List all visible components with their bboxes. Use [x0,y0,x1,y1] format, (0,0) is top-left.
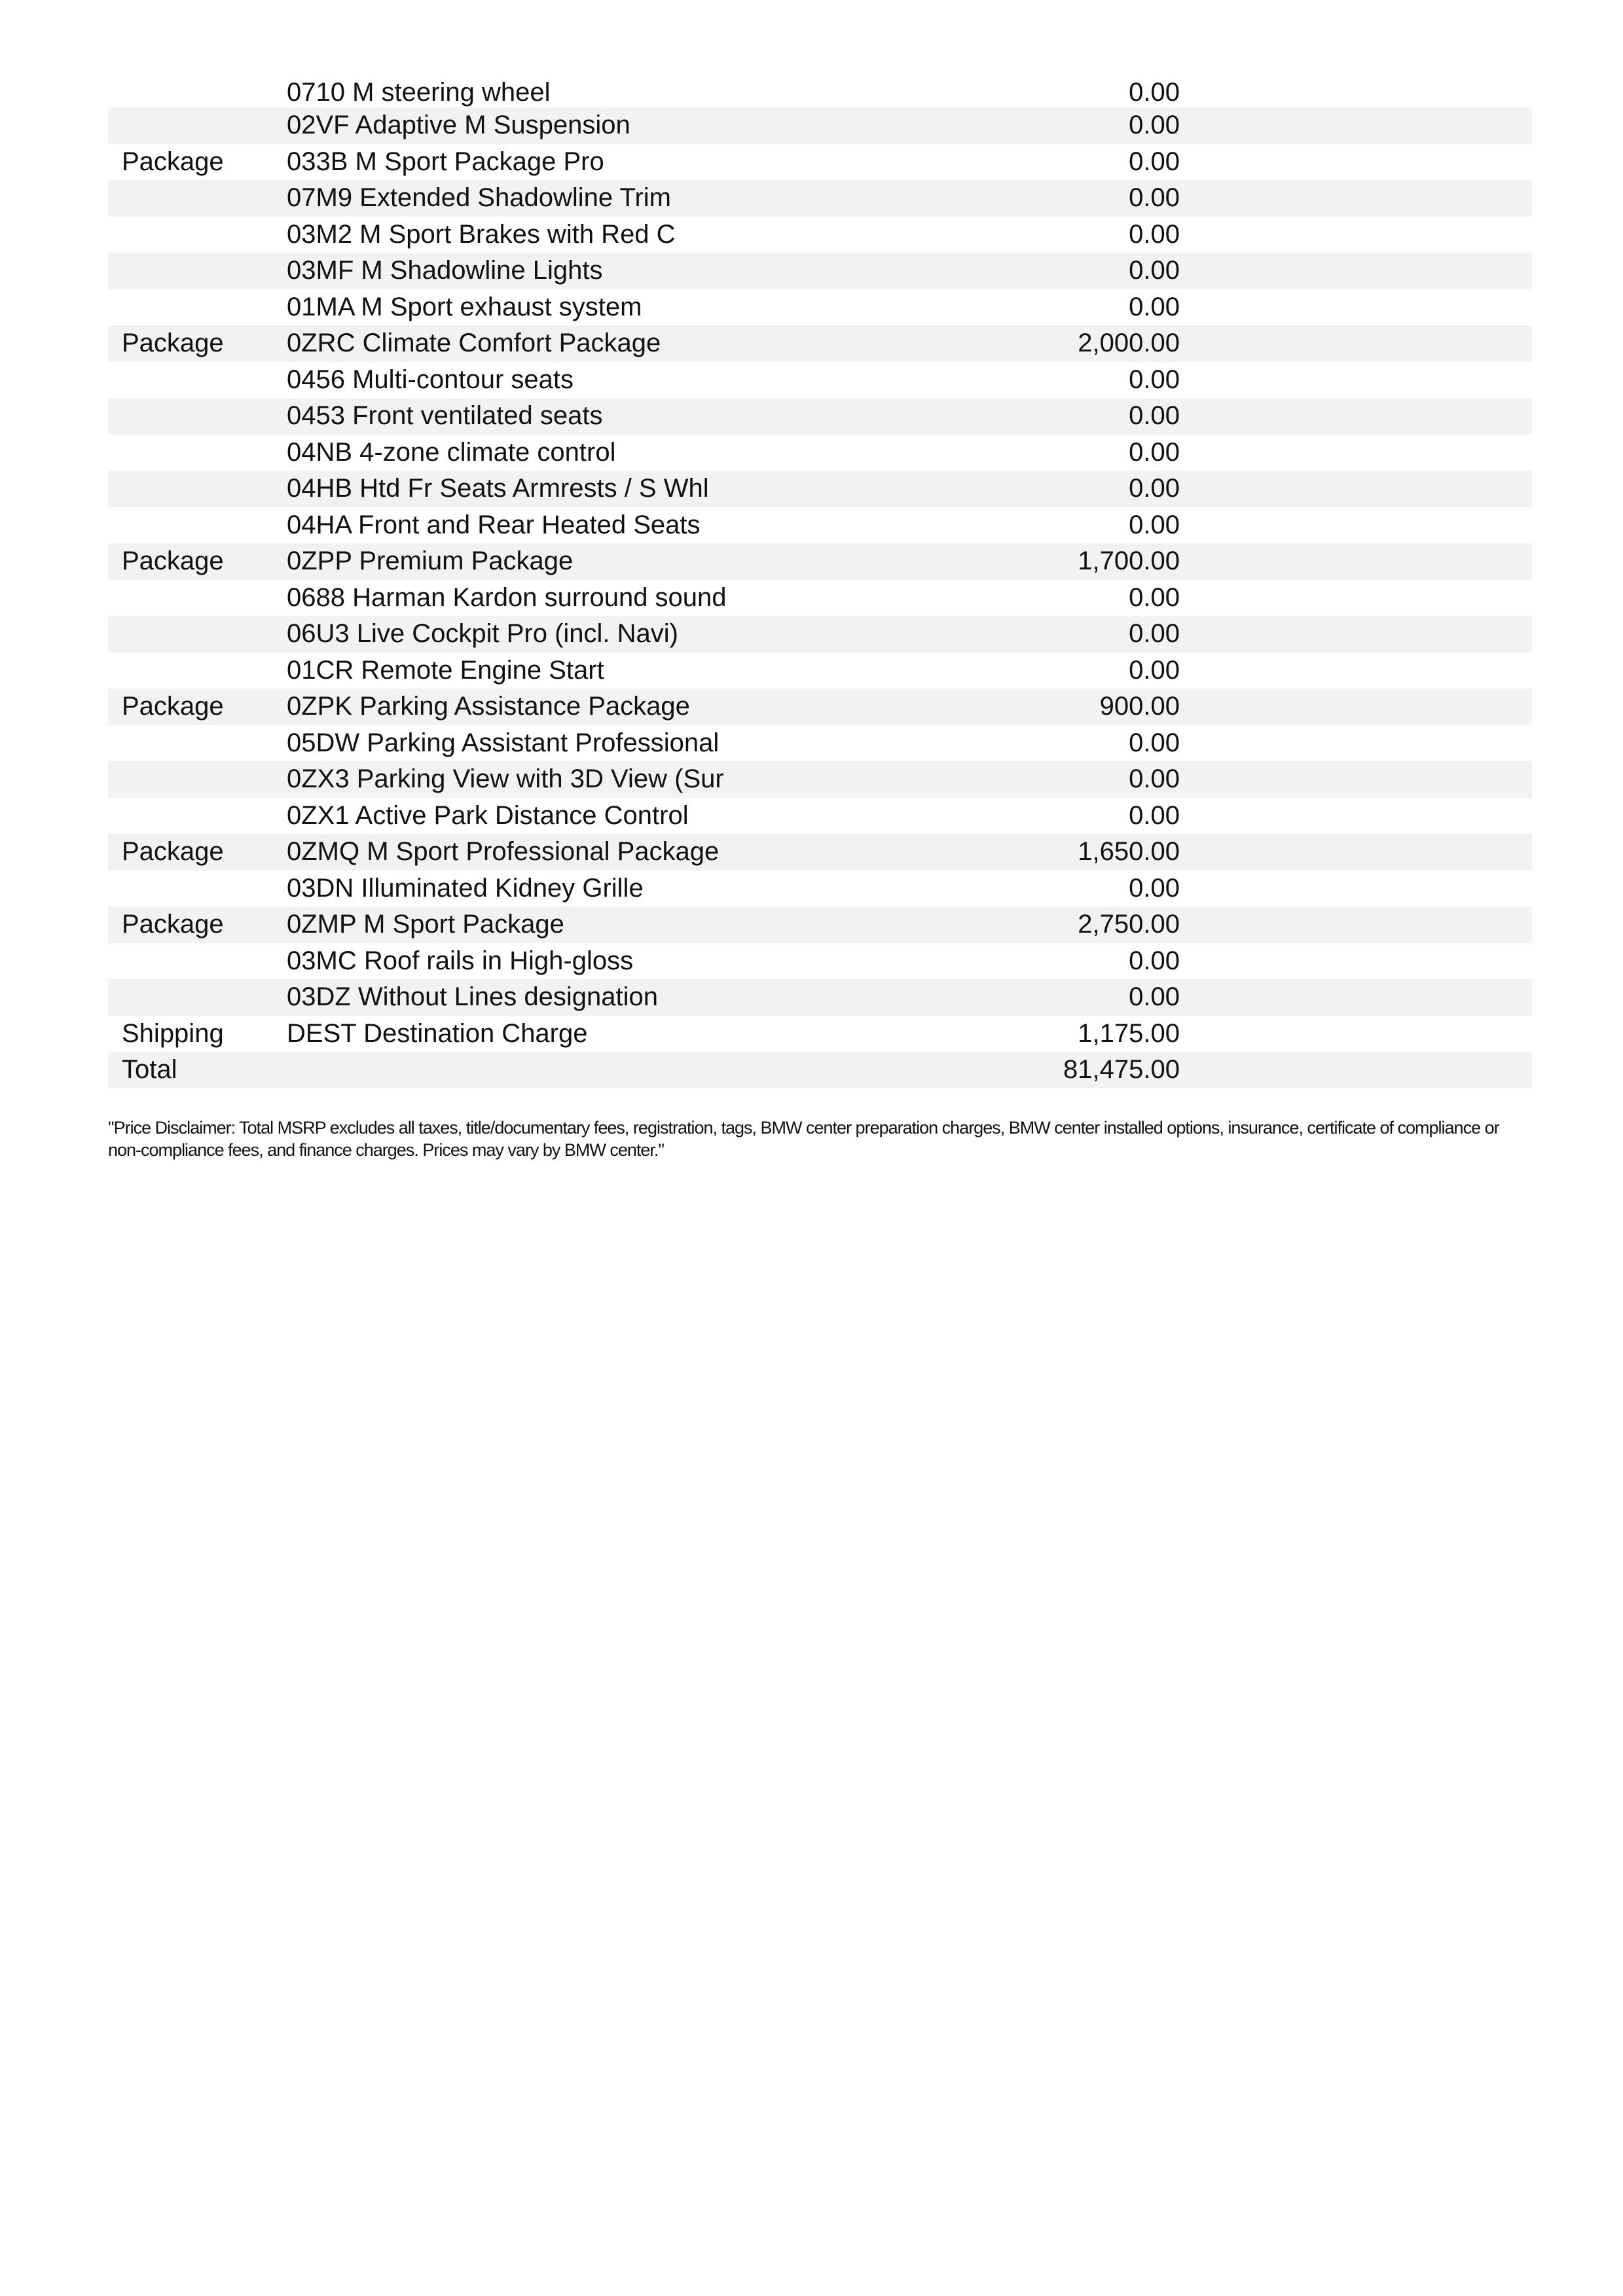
row-description: 04HB Htd Fr Seats Armrests / S Whl [287,474,709,503]
table-row [108,798,1532,834]
row-price: 0.00 [1129,256,1180,285]
row-price: 0.00 [1129,219,1180,249]
table-row [108,834,1532,870]
table-row [108,725,1532,762]
table-row [108,580,1532,617]
table-row [108,979,1532,1016]
row-price: 1,175.00 [1078,1018,1180,1048]
row-price: 900.00 [1099,692,1180,721]
row-price: 0.00 [1129,946,1180,975]
table-row [108,616,1532,653]
table-row [108,253,1532,289]
row-price: 0.00 [1129,292,1180,321]
table-row [108,289,1532,326]
row-description: 05DW Parking Assistant Professional [287,728,720,757]
row-price: 0.00 [1129,365,1180,394]
price-disclaimer: "Price Disclaimer: Total MSRP excludes all taxes, title/documentary fees, registration, tags, BMW center preparation charges, BMW center installed options, insurance, certificate of compliance or non-compliance fees, and finance charges. Prices may vary by BMW center." [108,1118,1499,1160]
row-category: Shipping [122,1018,224,1048]
row-category: Package [122,692,224,721]
row-price: 1,700.00 [1078,547,1180,575]
table-row [108,77,1532,107]
table-row [108,653,1532,689]
row-price: 0.00 [1129,401,1180,430]
row-description: 0688 Harman Kardon surround sound [287,583,727,612]
row-description: 03DN Illuminated Kidney Grille [287,873,644,903]
table-row [108,107,1532,144]
row-price: 0.00 [1129,982,1180,1011]
row-price: 0.00 [1129,437,1180,467]
table-row [108,325,1532,362]
row-price: 0.00 [1129,583,1180,612]
price-table [108,77,1532,1088]
row-category: Package [122,329,224,357]
row-price: 0.00 [1129,510,1180,539]
table-row [108,906,1532,943]
row-description: 01CR Remote Engine Start [287,655,604,685]
row-description: 03DZ Without Lines designation [287,982,658,1011]
table-row [108,398,1532,435]
row-price: 0.00 [1129,111,1180,139]
row-price: 2,000.00 [1078,329,1180,357]
row-description: 0ZRC Climate Comfort Package [287,329,661,357]
row-price: 0.00 [1129,728,1180,757]
row-price: 0.00 [1129,619,1180,648]
row-price: 0.00 [1129,147,1180,176]
row-description: 0ZMQ M Sport Professional Package [287,837,720,866]
row-description: 02VF Adaptive M Suspension [287,111,630,139]
table-row [108,217,1532,253]
table-row [108,435,1532,471]
row-description: 0710 M steering wheel [287,78,551,107]
row-price: 0.00 [1129,183,1180,212]
row-price: 0.00 [1129,873,1180,903]
row-price: 1,650.00 [1078,837,1180,866]
row-description: 0ZPP Premium Package [287,547,574,575]
row-description: 07M9 Extended Shadowline Trim [287,183,671,212]
row-description: DEST Destination Charge [287,1018,588,1048]
row-description: 03M2 M Sport Brakes with Red C [287,219,676,249]
table-row [108,689,1532,725]
row-price: 2,750.00 [1078,910,1180,939]
row-description: 03MF M Shadowline Lights [287,256,603,285]
row-price: 0.00 [1129,78,1180,107]
table-row [108,870,1532,907]
table-row [108,180,1532,217]
table-row [108,1016,1532,1052]
row-description: 0456 Multi-contour seats [287,365,574,394]
table-row [108,543,1532,580]
total-row [108,1052,1532,1088]
row-category: Package [122,547,224,575]
row-description: 0ZX3 Parking View with 3D View (Sur [287,764,724,793]
total-label: Total [122,1055,177,1084]
row-category: Package [122,837,224,866]
table-row [108,362,1532,399]
total-price: 81,475.00 [1063,1055,1180,1084]
row-price: 0.00 [1129,764,1180,793]
table-row [108,144,1532,181]
row-description: 04NB 4-zone climate control [287,437,616,467]
row-description: 03MC Roof rails in High-gloss [287,946,634,975]
table-row [108,471,1532,507]
table-row [108,761,1532,798]
row-category: Package [122,910,224,939]
row-price: 0.00 [1129,655,1180,685]
row-price: 0.00 [1129,474,1180,503]
row-price: 0.00 [1129,800,1180,830]
table-row [108,943,1532,980]
row-description: 01MA M Sport exhaust system [287,292,642,321]
row-description: 0ZX1 Active Park Distance Control [287,800,689,830]
row-description: 06U3 Live Cockpit Pro (incl. Navi) [287,619,678,648]
row-description: 033B M Sport Package Pro [287,147,604,176]
row-description: 04HA Front and Rear Heated Seats [287,510,701,539]
row-description: 0453 Front ventilated seats [287,401,603,430]
table-row [108,507,1532,544]
row-description: 0ZPK Parking Assistance Package [287,692,690,721]
row-category: Package [122,147,224,176]
row-description: 0ZMP M Sport Package [287,910,564,939]
